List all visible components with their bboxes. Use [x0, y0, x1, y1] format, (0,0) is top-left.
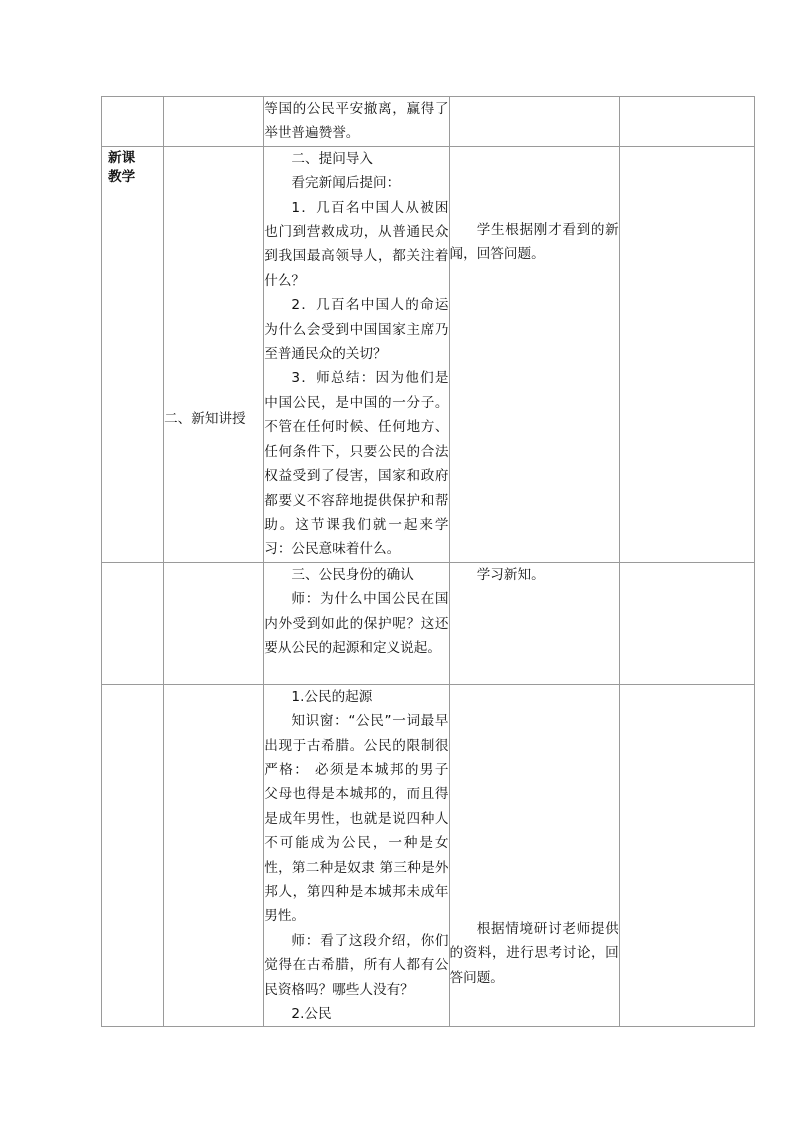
notes-cell — [619, 97, 754, 147]
student-activity-cell — [449, 97, 619, 147]
section-label: 二、新知讲授 — [164, 411, 246, 428]
section-cell — [164, 684, 264, 1027]
notes-cell — [619, 684, 754, 1027]
student-text: 学生根据刚才看到的新闻，回答问题。 — [449, 221, 619, 263]
category-cell — [102, 562, 164, 684]
student-activity-cell — [449, 684, 619, 1027]
category-cell — [102, 684, 164, 1027]
section-cell — [164, 562, 264, 684]
table-row — [102, 684, 755, 1027]
category-cell — [102, 146, 164, 562]
teacher-text: 看完新闻后提问： — [291, 175, 401, 192]
teacher-summary: 3．师总结：因为他们是中国公民，是中国的一分子。不管在任何时候、任何地方、任何条件下，只要公民的合法权益受到了侵害，国家和政府都要义不容辞地提供保护和帮助。这节课我们就一起来学习：公民意味着什么。 — [264, 370, 449, 558]
teacher-question-1: 1．几百名中国人从被困也门到营救成功，从普通民众到我国最高领导人，都关注着什么？ — [264, 199, 449, 289]
teacher-heading: 2.公民 — [291, 1006, 332, 1022]
category-label: 新课教学 — [108, 149, 136, 185]
category-cell — [102, 97, 164, 147]
lesson-plan-table — [101, 96, 755, 1027]
table-row — [102, 97, 755, 147]
teacher-question: 师：看了这段介绍，你们觉得在古希腊，所有人都有公民资格吗？哪些人没有？ — [264, 932, 449, 998]
knowledge-window-text: 知识窗：“公民”一词最早出现于古希腊。公民的限制很严格： 必须是本城邦的男子 父母也得是本城邦的，而且得是成年男性，也就是说四种人不可能成为公民，一种是女性，第二种是奴隶 第三种是外邦人，第四种是本城邦未成年男性。 — [264, 713, 449, 925]
notes-cell — [619, 146, 754, 562]
teacher-heading: 二、提问导入 — [291, 150, 373, 167]
teacher-activity-cell — [264, 146, 449, 562]
student-text: 学习新知。 — [476, 566, 545, 583]
student-text: 根据情境研讨老师提供的资料，进行思考讨论，回答问题。 — [449, 920, 619, 986]
notes-cell — [619, 562, 754, 684]
student-activity-cell — [449, 562, 619, 684]
teacher-question-2: 2．几百名中国人的命运为什么会受到中国国家主席乃至普通民众的关切？ — [264, 297, 449, 363]
table-row — [102, 562, 755, 684]
teacher-heading: 三、公民身份的确认 — [291, 566, 414, 583]
teacher-text: 等国的公民平安撤离，赢得了举世普遍赞誉。 — [264, 101, 449, 142]
section-cell — [164, 97, 264, 147]
table-row — [102, 146, 755, 562]
teacher-heading: 1.公民的起源 — [291, 688, 373, 705]
teacher-text: 师：为什么中国公民在国内外受到如此的保护呢？这还要从公民的起源和定义说起。 — [264, 591, 449, 656]
section-cell — [164, 146, 264, 562]
student-activity-cell — [449, 146, 619, 562]
teacher-activity-cell — [264, 684, 449, 1027]
teacher-activity-cell — [264, 562, 449, 684]
teacher-activity-cell — [264, 97, 449, 147]
